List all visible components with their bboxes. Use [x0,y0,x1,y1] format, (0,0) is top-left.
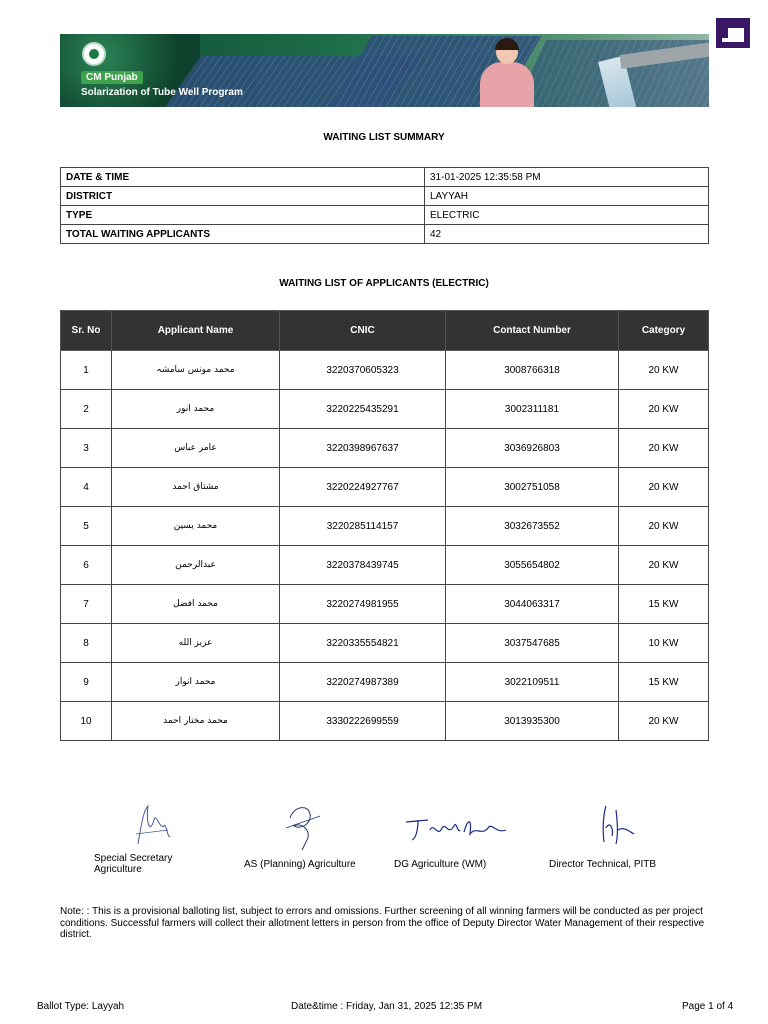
contact-number-cell: 3002311181 [446,390,619,429]
summary-table [60,167,709,244]
contact-number-cell: 3044063317 [446,585,619,624]
category-cell: 20 KW [619,546,709,585]
contact-number-cell: 3002751058 [446,468,619,507]
category-cell: 20 KW [619,468,709,507]
signatory-as-planning: AS (Planning) Agriculture [244,859,356,870]
program-banner [60,34,709,107]
sr-no-cell: 5 [61,507,112,546]
category-cell: 15 KW [619,663,709,702]
column-header: Sr. No [61,311,112,351]
table-row [61,585,709,624]
category-cell: 20 KW [619,429,709,468]
column-header: Category [619,311,709,351]
sr-no-cell: 8 [61,624,112,663]
cnic-cell: 3220285114157 [280,507,446,546]
contact-number-cell: 3032673552 [446,507,619,546]
category-cell: 20 KW [619,351,709,390]
signatory-director-technical: Director Technical, PITB [549,859,657,870]
summary-row [61,187,709,206]
contact-number-cell: 3022109511 [446,663,619,702]
summary-label: TOTAL WAITING APPLICANTS [61,225,425,244]
contact-number-cell: 3008766318 [446,351,619,390]
summary-value: LAYYAH [425,187,709,206]
column-header: Contact Number [446,311,619,351]
sr-no-cell: 3 [61,429,112,468]
cnic-cell: 3220370605323 [280,351,446,390]
sr-no-cell: 4 [61,468,112,507]
category-cell: 15 KW [619,585,709,624]
applicant-name-cell: محمد انوار [112,663,280,702]
table-row [61,507,709,546]
cnic-cell: 3220224927767 [280,468,446,507]
summary-row [61,225,709,244]
signatory-dept: Agriculture [94,864,142,875]
summary-value: ELECTRIC [425,206,709,225]
cnic-cell: 3220398967637 [280,429,446,468]
applicant-name-cell: محمد يسين [112,507,280,546]
summary-label: DATE & TIME [61,168,425,187]
contact-number-cell: 3037547685 [446,624,619,663]
summary-label: DISTRICT [61,187,425,206]
sr-no-cell: 2 [61,390,112,429]
summary-value: 31-01-2025 12:35:58 PM [425,168,709,187]
applicant-name-cell: مشتاق احمد [112,468,280,507]
sr-no-cell: 6 [61,546,112,585]
disclaimer-note: Note: : This is a provisional balloting list, subject to errors and omissions. Further screening of all winning farmers will be conducted as per project conditions. Successful farmers will collect their allotment letters in person from the office of Deputy Director Water Management of their respective district. [60,906,705,940]
cnic-cell: 3220378439745 [280,546,446,585]
cnic-cell: 3220274981955 [280,585,446,624]
contact-number-cell: 3055654802 [446,546,619,585]
column-header: CNIC [280,311,446,351]
signature-as-planning [280,800,324,852]
applicant-name-cell: محمد مختار احمد [112,702,280,741]
footer-ballot-type: Ballot Type: Layyah [37,1001,125,1012]
sr-no-cell: 1 [61,351,112,390]
applicant-name-cell: محمد انور [112,390,280,429]
applicant-name-cell: عزيز الله [112,624,280,663]
table-row [61,468,709,507]
signatory-dg-agriculture: DG Agriculture (WM) [394,859,487,870]
category-cell: 20 KW [619,702,709,741]
program-title: Solarization of Tube Well Program [81,87,243,98]
table-row [61,429,709,468]
signature-special-secretary [130,800,174,850]
sr-no-cell: 7 [61,585,112,624]
category-cell: 10 KW [619,624,709,663]
table-row [61,702,709,741]
signatory-title: Special Secretary [94,853,173,864]
applicant-name-cell: عامر عباس [112,429,280,468]
summary-row [61,206,709,225]
footer-page-number: Page 1 of 4 [682,1001,734,1012]
category-cell: 20 KW [619,507,709,546]
signature-director-technical [594,802,638,848]
table-row [61,546,709,585]
summary-row [61,168,709,187]
applicants-table [60,310,709,741]
footer-datetime: Date&time : Friday, Jan 31, 2025 12:35 PM [291,1001,483,1012]
table-row [61,390,709,429]
corner-logo-icon [716,18,750,48]
cnic-cell: 3330222699559 [280,702,446,741]
applicants-title: WAITING LIST OF APPLICANTS (ELECTRIC) [279,278,489,289]
punjab-emblem-icon [82,42,106,66]
summary-label: TYPE [61,206,425,225]
table-row [61,351,709,390]
category-cell: 20 KW [619,390,709,429]
contact-number-cell: 3013935300 [446,702,619,741]
table-header-row [61,311,709,351]
cnic-cell: 3220225435291 [280,390,446,429]
sr-no-cell: 9 [61,663,112,702]
applicant-name-cell: محمد مونس سامشہ [112,351,280,390]
sr-no-cell: 10 [61,702,112,741]
contact-number-cell: 3036926803 [446,429,619,468]
summary-title: WAITING LIST SUMMARY [323,132,445,143]
banner-portrait [478,40,536,107]
applicant-name-cell: عبدالرحمن [112,546,280,585]
signatory-special-secretary [94,853,172,875]
table-row [61,663,709,702]
cnic-cell: 3220335554821 [280,624,446,663]
cm-punjab-badge: CM Punjab [81,71,143,84]
applicant-name-cell: محمد افضل [112,585,280,624]
column-header: Applicant Name [112,311,280,351]
table-row [61,624,709,663]
summary-value: 42 [425,225,709,244]
signature-dg-agriculture [402,812,510,846]
cnic-cell: 3220274987389 [280,663,446,702]
